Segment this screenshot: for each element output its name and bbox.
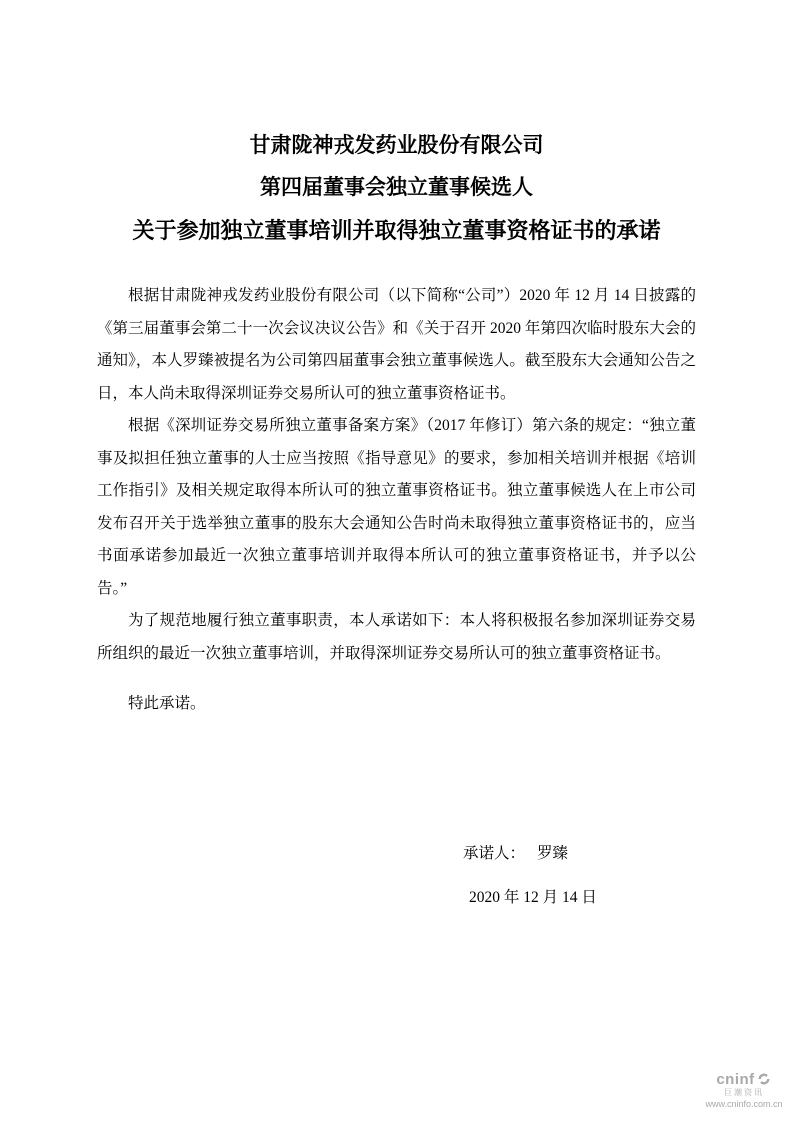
- doc-title-board: 第四届董事会独立董事候选人: [260, 175, 533, 199]
- signature-block: [463, 843, 597, 908]
- signature-line: [463, 843, 597, 864]
- cninfo-watermark: [700, 1072, 788, 1110]
- cninfo-chinese-name: 巨潮资讯: [724, 1088, 764, 1098]
- signatory-label: 承诺人：: [463, 845, 526, 862]
- cninfo-logo-text: cninf: [716, 1070, 755, 1088]
- cninfo-logo-row: [700, 1072, 788, 1089]
- closing-statement: 特此承诺。: [128, 695, 206, 712]
- doc-title-company: 甘肃陇神戎发药业股份有限公司: [249, 133, 544, 157]
- paragraph-1: 根据甘肃陇神戎发药业股份有限公司（以下简称“公司”）2020 年 12 月 14 日披露的《第三届董事会第二十一次会议决议公告》和《关于召开 2020 年第四次临时股东大会的通知》，本人罗臻被提名为公司第四届董事会独立董事候选人。截至股东大会通知公告之日，本人尚未取得深圳证券交易所认可的独立董事资格证书。: [97, 287, 696, 402]
- signature-date: 2020 年 12 月 14 日: [469, 889, 597, 906]
- cninfo-website-url: www.cninfo.com.cn: [705, 1099, 783, 1110]
- paragraph-3: 为了规范地履行独立董事职责，本人承诺如下：本人将积极报名参加深圳证券交易所组织的最近一次独立董事培训，并取得深圳证券交易所认可的独立董事资格证书。: [97, 612, 696, 662]
- signatory-name: 罗臻: [537, 845, 569, 862]
- doc-title-main: 关于参加独立董事培训并取得独立董事资格证书的承诺: [132, 218, 661, 243]
- document-body: [97, 280, 696, 721]
- paragraph-2: 根据《深圳证券交易所独立董事备案方案》（2017 年修订）第六条的规定：“独立董事及拟担任独立董事的人士应当按照《指导意见》的要求，参加相关培训并根据《培训工作指引》及相关规定取得本所认可的独立董事资格证书。独立董事候选人在上市公司发布召开关于选举独立董事的股东大会通知公告时尚未取得独立董事资格证书的，应当书面承诺参加最近一次独立董事培训并取得本所认可的独立董事资格证书，并予以公告。”: [97, 417, 696, 597]
- cninfo-swirl-icon: [756, 1071, 772, 1087]
